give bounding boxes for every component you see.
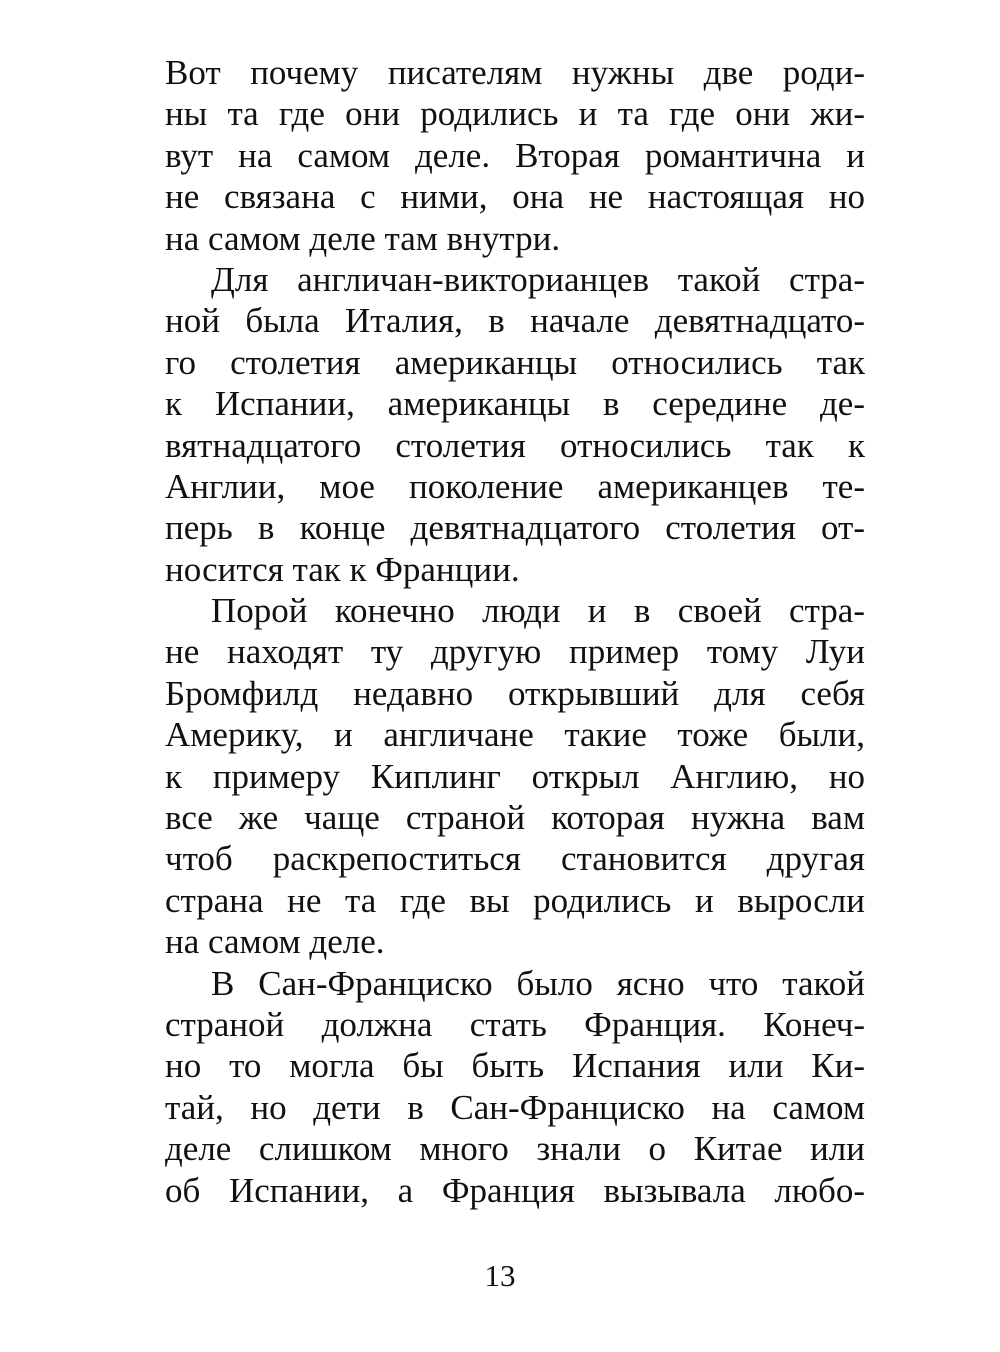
text-line: Порой конечно люди и в своей стра-	[211, 591, 865, 631]
text-line: вятнадцатого столетия относились так к	[165, 425, 865, 465]
text-line: не находят ту другую пример тому Луи	[165, 632, 865, 672]
text-line: вут на самом деле. Вторая романтична и	[165, 135, 865, 175]
text-line: го столетия американцы относились так	[165, 342, 865, 382]
text-line: Вот почему писателям нужны две роди-	[165, 53, 865, 92]
paragraph	[165, 259, 865, 590]
text-line: но то могла бы быть Испания или Ки-	[165, 1046, 865, 1086]
text-line: на самом деле там внутри.	[165, 218, 561, 258]
text-line: Англии, мое поколение американцев те-	[165, 466, 865, 506]
text-line: тай, но дети в Сан-Франциско на самом	[165, 1087, 865, 1127]
text-line: перь в конце девятнадцатого столетия от-	[165, 508, 865, 548]
text-line: ны та где они родились и та где они жи-	[165, 94, 865, 134]
text-line: об Испании, а Франция вызывала любо-	[165, 1170, 865, 1210]
text-line: на самом деле.	[165, 922, 385, 962]
text-line: носится так к Франции.	[165, 549, 520, 589]
text-line: страна не та где вы родились и выросли	[165, 880, 865, 920]
text-line: к примеру Киплинг открыл Англию, но	[165, 756, 865, 796]
text-line: ной была Италия, в начале девятнадцато-	[165, 301, 865, 341]
paragraph	[165, 590, 865, 963]
body-text	[165, 52, 865, 1211]
text-line: к Испании, американцы в середине де-	[165, 384, 865, 424]
text-line: не связана с ними, она не настоящая но	[165, 177, 865, 217]
page-number: 13	[484, 1258, 516, 1293]
text-line: Бромфилд недавно открывший для себя	[165, 673, 865, 713]
text-line: В Сан-Франциско было ясно что такой	[211, 963, 865, 1003]
text-line: деле слишком много знали о Китае или	[165, 1129, 865, 1169]
text-line: все же чаще страной которая нужна вам	[165, 798, 865, 838]
text-line: страной должна стать Франция. Конеч-	[165, 1004, 865, 1044]
text-line: Америку, и англичане такие тоже были,	[165, 715, 865, 755]
text-line: Для англичан-викторианцев такой стра-	[211, 259, 865, 299]
text-line: чтоб раскрепоститься становится другая	[165, 839, 865, 879]
paragraph	[165, 963, 865, 1211]
paragraph	[165, 52, 865, 259]
